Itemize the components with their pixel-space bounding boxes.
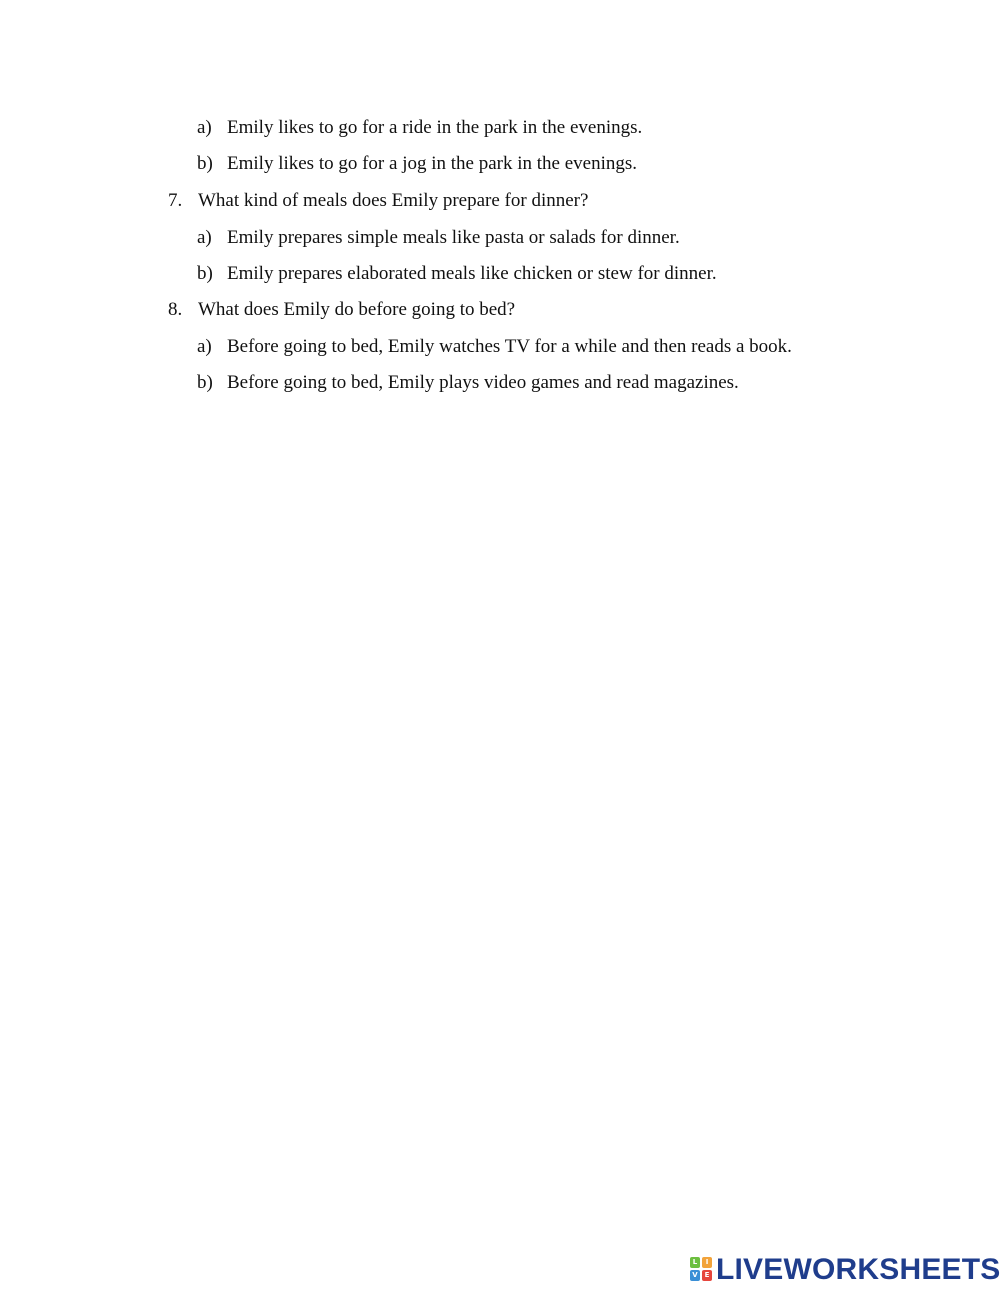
option-text: Emily prepares elaborated meals like chicken or stew for dinner. <box>227 263 717 284</box>
option-marker: b) <box>197 372 213 393</box>
option-marker: a) <box>197 336 212 357</box>
option-marker: a) <box>197 117 212 138</box>
option-marker: a) <box>197 227 212 248</box>
logo-mark-l: L <box>690 1257 700 1268</box>
option-text: Before going to bed, Emily plays video games and read magazines. <box>227 372 739 393</box>
logo-text: LIVEWORKSHEETS <box>716 1253 1000 1286</box>
logo-mark-i: I <box>702 1257 712 1268</box>
question-text: What kind of meals does Emily prepare for dinner? <box>198 190 589 211</box>
logo-mark-e: E <box>702 1270 712 1281</box>
option-text: Emily likes to go for a jog in the park in the evenings. <box>227 153 638 174</box>
logo-mark-v: V <box>690 1270 700 1281</box>
question-text: What does Emily do before going to bed? <box>198 299 516 320</box>
option-marker: b) <box>197 153 213 174</box>
question-number: 7. <box>168 190 183 211</box>
question-number: 8. <box>168 299 183 320</box>
option-text: Emily likes to go for a ride in the park in the evenings. <box>227 117 643 138</box>
option-text: Emily prepares simple meals like pasta or salads for dinner. <box>227 227 680 248</box>
logo-mark-icon <box>690 1257 714 1283</box>
liveworksheets-logo <box>690 1255 1000 1285</box>
option-marker: b) <box>197 263 213 284</box>
option-text: Before going to bed, Emily watches TV for a while and then reads a book. <box>227 336 792 357</box>
